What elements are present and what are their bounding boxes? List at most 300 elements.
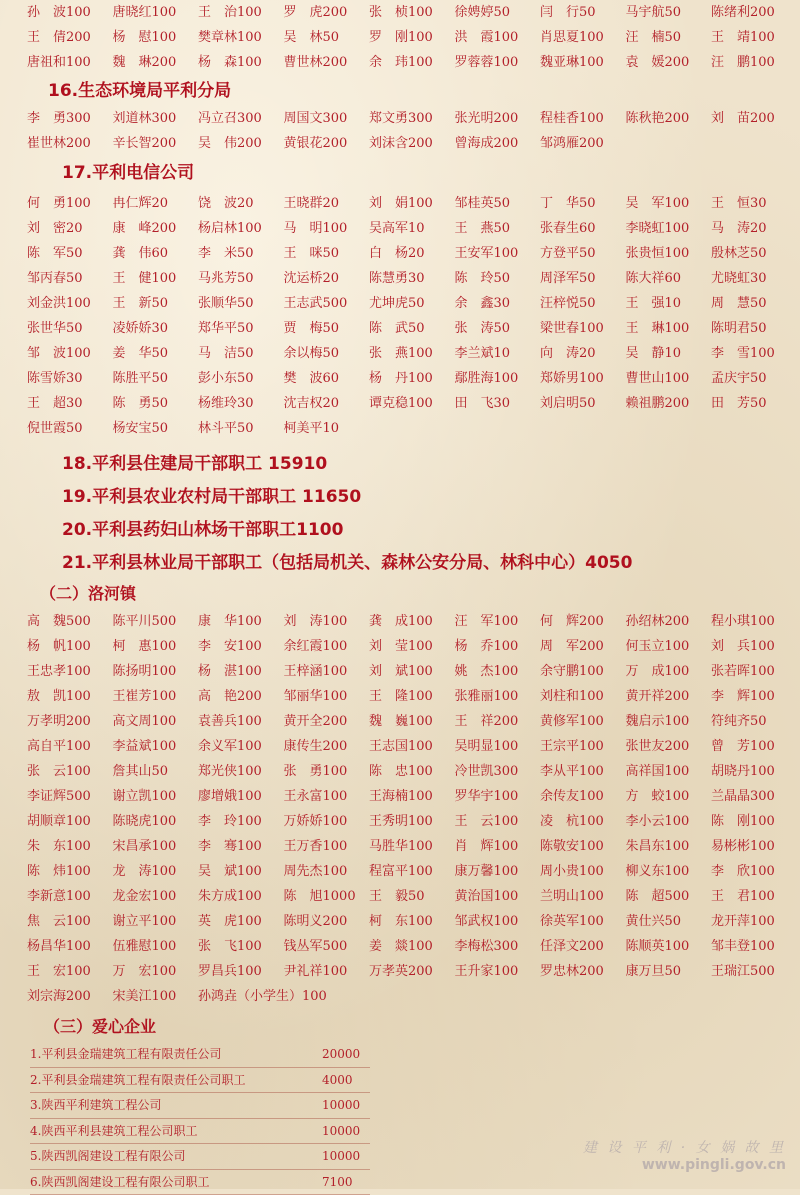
donor-entry: 辛长智200 [113,131,199,156]
donor-entry: 沈吉权20 [284,391,370,416]
name-row [27,759,800,784]
donor-entry: 万娇娇100 [284,809,370,834]
donor-entry: 方 蛟100 [626,784,712,809]
donor-entry: 张 桢100 [369,0,455,25]
donor-entry: 龙 涛100 [113,859,199,884]
donor-entry: 康 峰200 [113,216,199,241]
donor-entry: 周泽军50 [540,266,626,291]
donor-entry: 谢立凯100 [113,784,199,809]
donor-entry: 万孝英200 [369,959,455,984]
enterprise-amount: 10000 [322,1149,360,1163]
donor-entry: 吴 静10 [626,341,712,366]
donor-entry: 邹丰登100 [711,934,797,959]
section-heading-19: 19.平利县农业农村局干部职工 11650 [62,482,800,512]
name-row [27,191,800,216]
donor-entry: 何 勇100 [27,191,113,216]
donor-entry: 崔世林200 [27,131,113,156]
donor-entry: 陈扬明100 [113,659,199,684]
enterprise-name: 1.平利县金瑞建筑工程有限责任公司 [30,1042,322,1067]
donor-entry: 白 杨20 [369,241,455,266]
name-row [27,50,800,75]
enterprise-name: 5.陕西凯阁建设工程有限公司 [30,1144,322,1169]
donor-entry: 兰晶晶300 [711,784,797,809]
donor-entry: 王 新50 [113,291,199,316]
donor-entry: 刘道林300 [113,106,199,131]
donor-entry: 陈绪利200 [711,0,797,25]
donor-entry: 王 云100 [455,809,541,834]
enterprise-name: 4.陕西平利县建筑工程公司职工 [30,1119,322,1144]
donor-entry: 郑华平50 [198,316,284,341]
donor-entry: 龚 成100 [369,609,455,634]
donor-entry: 陈秋艳200 [626,106,712,131]
donor-entry: 赖祖鹏200 [626,391,712,416]
donor-entry: 殷林芝50 [711,241,797,266]
donor-entry: 王 超30 [27,391,113,416]
donor-entry: 王 健100 [113,266,199,291]
donor-entry: 郑光侠100 [198,759,284,784]
donor-entry: 鄢胜海100 [455,366,541,391]
donor-entry: 樊 波60 [284,366,370,391]
donor-entry: 万 成100 [626,659,712,684]
donor-entry: 杨安宝50 [113,416,199,441]
donor-entry: 伍雅慰100 [113,934,199,959]
section-heading-21: 21.平利县林业局干部职工（包括局机关、森林公安分局、林科中心）4050 [62,548,800,578]
donor-entry: 杨 湛100 [198,659,284,684]
enterprise-amount: 20000 [322,1047,360,1061]
donor-entry: 王 倩200 [27,25,113,50]
section-heading-17: 17.平利电信公司 [62,158,800,188]
donor-entry: 曹世山100 [626,366,712,391]
donor-entry: 姜 燚100 [369,934,455,959]
name-row [27,416,800,441]
enterprise-amount: 7100 [322,1175,353,1189]
donor-entry: 尤坤虎50 [369,291,455,316]
donor-entry: 姚 杰100 [455,659,541,684]
donor-entry: 汪 军100 [455,609,541,634]
donor-entry: 王 强10 [626,291,712,316]
donor-entry: 李梅松300 [455,934,541,959]
donor-entry: 王安军100 [455,241,541,266]
donor-entry: 张顺华50 [198,291,284,316]
donor-entry: 贾 梅50 [284,316,370,341]
donor-entry: 唐晓红100 [113,0,199,25]
donor-entry: 刘金洪100 [27,291,113,316]
name-row [27,959,800,984]
donor-entry: 谢立平100 [113,909,199,934]
donor-entry: 王晓群20 [284,191,370,216]
donor-entry: 向 涛20 [540,341,626,366]
donor-entry: 陈 军50 [27,241,113,266]
donor-entry: 曹世林200 [284,50,370,75]
name-grid-section-17 [27,191,800,441]
enterprise-row [30,1068,370,1094]
name-row [27,809,800,834]
enterprise-amount: 4000 [322,1073,353,1087]
donor-entry: 樊章林100 [198,25,284,50]
donor-entry: 张世华50 [27,316,113,341]
donor-entry: 尤晓虹30 [711,266,797,291]
donor-entry: 王 宏100 [27,959,113,984]
donor-entry: 杨 帆100 [27,634,113,659]
donor-entry: 徐英军100 [540,909,626,934]
name-grid-continued [27,0,800,75]
donor-entry: 陈慧勇30 [369,266,455,291]
donor-entry: 周国文300 [284,106,370,131]
donor-entry: 余 玮100 [369,50,455,75]
donor-entry: 马兆芳50 [198,266,284,291]
donor-entry: 马胜华100 [369,834,455,859]
donor-entry: 周小贵100 [540,859,626,884]
donor-entry: 陈明义200 [284,909,370,934]
donor-entry: 魏 巍100 [369,709,455,734]
donor-entry: 周先杰100 [284,859,370,884]
donor-entry: 康传生200 [284,734,370,759]
donor-entry: 王 琳100 [626,316,712,341]
donor-entry: 邹丽华100 [284,684,370,709]
donor-entry: 李 安100 [198,634,284,659]
donor-entry: 高 艳200 [198,684,284,709]
donor-entry: 胡顺章100 [27,809,113,834]
donor-entry: 陈敬安100 [540,834,626,859]
donor-entry: 何玉立100 [626,634,712,659]
donor-entry: 罗蓉蓉100 [455,50,541,75]
donor-entry: 李 骞100 [198,834,284,859]
donor-entry: 王 隆100 [369,684,455,709]
donor-entry: 曾海成200 [455,131,541,156]
donor-entry: 余传友100 [540,784,626,809]
donor-entry: 万 宏100 [113,959,199,984]
name-row [27,709,800,734]
donor-entry: 李兰斌10 [455,341,541,366]
name-row [27,25,800,50]
name-row [27,391,800,416]
donor-entry: 王宗平100 [540,734,626,759]
name-row [27,734,800,759]
donor-entry: 刘沫含200 [369,131,455,156]
donor-entry: 方登平50 [540,241,626,266]
name-row [27,859,800,884]
donor-entry: 冉仁辉20 [113,191,199,216]
donor-entry: 刘宗海200 [27,984,113,1009]
enterprise-amount: 10000 [322,1098,360,1112]
donor-entry: 黄修军100 [540,709,626,734]
donor-entry: 黄治国100 [455,884,541,909]
enterprise-row [30,1042,370,1068]
donor-entry: 杨 森100 [198,50,284,75]
donor-entry: 张春生60 [540,216,626,241]
donor-entry: 张光明200 [455,106,541,131]
donor-entry: 敖 凯100 [27,684,113,709]
watermark-slogan: 建 设 平 利 · 女 娲 故 里 [583,1137,786,1157]
donor-entry: 李新意100 [27,884,113,909]
donor-entry: 王万香100 [284,834,370,859]
donor-entry: 朱 东100 [27,834,113,859]
donor-entry: 焦 云100 [27,909,113,934]
donor-entry: 张 云100 [27,759,113,784]
donor-entry: 陈 超500 [626,884,712,909]
donor-entry: 易彬彬100 [711,834,797,859]
donor-entry: 王秀明100 [369,809,455,834]
donor-entry: 陈 旭1000 [284,884,370,909]
donor-entry: 罗忠林200 [540,959,626,984]
donor-entry: 刘 娟100 [369,191,455,216]
donor-entry: 冯立召300 [198,106,284,131]
donor-entry: 袁 媛200 [626,50,712,75]
donor-entry: 马 涛20 [711,216,797,241]
donor-entry: 李从平100 [540,759,626,784]
donor-entry: 吴 军100 [626,191,712,216]
donor-entry: 张雅丽100 [455,684,541,709]
donor-entry: 王崔芳100 [113,684,199,709]
donor-entry: 王 祥200 [455,709,541,734]
donor-entry: 詹其山50 [113,759,199,784]
donor-entry: 邹 波100 [27,341,113,366]
donor-entry: 陈 玲50 [455,266,541,291]
donor-entry: 邹丙春50 [27,266,113,291]
donor-entry: 张 勇100 [284,759,370,784]
donor-entry: 罗昌兵100 [198,959,284,984]
donor-entry: 高文周100 [113,709,199,734]
donor-entry: 杨昌华100 [27,934,113,959]
name-row [27,834,800,859]
donor-entry: 姜 华50 [113,341,199,366]
name-row [27,341,800,366]
donor-entry: 柳义东100 [626,859,712,884]
donor-entry: 唐祖和100 [27,50,113,75]
donor-entry: 田 飞30 [455,391,541,416]
enterprise-row [30,1170,370,1195]
section-heading-16: 16.生态环境局平利分局 [48,76,800,106]
section-heading-20: 20.平利县药妇山林场干部职工1100 [62,515,800,545]
donor-entry: 陈胜平50 [113,366,199,391]
donor-entry: 吴明显100 [455,734,541,759]
name-row [27,216,800,241]
donor-entry: 张若晖100 [711,659,797,684]
donor-entry: 魏启示100 [626,709,712,734]
donor-entry: 王瑞江500 [711,959,797,984]
donor-entry: 彭小东50 [198,366,284,391]
donor-entry: 李晓虹100 [626,216,712,241]
donor-entry: 李 勇300 [27,106,113,131]
donor-entry: 王升家100 [455,959,541,984]
donor-entry: 张 涛50 [455,316,541,341]
name-row [27,884,800,909]
donor-entry: 徐娉婷50 [455,0,541,25]
donor-entry: 陈晓虎100 [113,809,199,834]
donor-entry: 王志武500 [284,291,370,316]
donor-entry: 罗 刚100 [369,25,455,50]
donor-entry: 刘 苗200 [711,106,797,131]
donor-entry: 杨维玲30 [198,391,284,416]
donor-entry: 刘 斌100 [369,659,455,684]
donor-entry: 龙金宏100 [113,884,199,909]
donor-entry: 马宇航50 [626,0,712,25]
donor-entry: 凌 杭100 [540,809,626,834]
name-row [27,634,800,659]
donor-entry: 王 恒30 [711,191,797,216]
enterprise-row [30,1119,370,1145]
name-row [27,909,800,934]
donor-entry: 胡晓丹100 [711,759,797,784]
donor-entry: 陈明君50 [711,316,797,341]
donor-entry: 王梓涵100 [284,659,370,684]
donor-entry: 李益斌100 [113,734,199,759]
donor-entry: 李 玲100 [198,809,284,834]
donor-entry: 高 魏500 [27,609,113,634]
donor-entry: 康 华100 [198,609,284,634]
donor-entry: 陈大祥60 [626,266,712,291]
donor-entry: 丁 华50 [540,191,626,216]
donor-entry: 肖思夏100 [540,25,626,50]
donor-entry: 罗华宇100 [455,784,541,809]
donor-entry: 李 雪100 [711,341,797,366]
donor-entry: 陈 刚100 [711,809,797,834]
donor-entry: 王海楠100 [369,784,455,809]
section-heading-18: 18.平利县住建局干部职工 15910 [62,449,800,479]
donor-entry: 李 欣100 [711,859,797,884]
donor-entry: 宋美江100 [113,984,199,1009]
donor-entry: 李小云100 [626,809,712,834]
donor-entry: 谭克稳100 [369,391,455,416]
donor-entry: 闫 行50 [540,0,626,25]
donor-entry: 汪 鹏100 [711,50,797,75]
donor-entry: 黄开全200 [284,709,370,734]
donor-entry: 余义军100 [198,734,284,759]
donor-entry: 余守鹏100 [540,659,626,684]
donor-entry: 李 米50 [198,241,284,266]
donor-entry: 龙开萍100 [711,909,797,934]
donor-entry: 孙 波100 [27,0,113,25]
donor-entry: 郑文勇300 [369,106,455,131]
donor-entry: 刘 莹100 [369,634,455,659]
name-grid-section-16 [27,106,800,156]
name-row [27,984,800,1009]
donor-entry: 吴 伟200 [198,131,284,156]
name-row [27,366,800,391]
donor-entry: 何 辉200 [540,609,626,634]
donor-entry: 杨 丹100 [369,366,455,391]
donor-entry: 余红霞100 [284,634,370,659]
donor-entry: 英 虎100 [198,909,284,934]
donor-entry: 李证辉500 [27,784,113,809]
donor-entry: 周 慧50 [711,291,797,316]
enterprise-name: 3.陕西平利建筑工程公司 [30,1093,322,1118]
enterprise-name: 2.平利县金瑞建筑工程有限责任公司职工 [30,1068,322,1093]
donor-entry: 饶 波20 [198,191,284,216]
donor-entry: 吴 斌100 [198,859,284,884]
donor-entry: 朱昌东100 [626,834,712,859]
donor-entry: 魏亚琳100 [540,50,626,75]
donor-entry: 曾 芳100 [711,734,797,759]
donor-entry: 程富平100 [369,859,455,884]
donor-entry: 张 燕100 [369,341,455,366]
donor-entry: 邹武权100 [455,909,541,934]
donor-entry: 吴高军10 [369,216,455,241]
donor-entry: 余 鑫30 [455,291,541,316]
donor-entry: 龚 伟60 [113,241,199,266]
donor-entry: 宋昌承100 [113,834,199,859]
donor-entry: 符纯齐50 [711,709,797,734]
donor-entry: 陈平川500 [113,609,199,634]
donor-entry: 王 咪50 [284,241,370,266]
donor-entry: 陈 勇50 [113,391,199,416]
donor-entry: 余以梅50 [284,341,370,366]
enterprise-row [30,1144,370,1170]
donor-entry: 马 洁50 [198,341,284,366]
donor-entry: 王 燕50 [455,216,541,241]
donor-entry: 张世友200 [626,734,712,759]
donor-entry: 孙绍林200 [626,609,712,634]
enterprise-amount: 10000 [322,1124,360,1138]
donor-entry: 邹鸿雁200 [540,131,626,156]
name-row [27,266,800,291]
donor-entry: 陈 武50 [369,316,455,341]
donor-entry: 汪梓悦50 [540,291,626,316]
name-row [27,0,800,25]
donor-entry: 廖增娥100 [198,784,284,809]
donor-entry: 张 飞100 [198,934,284,959]
donor-entry: 康万馨100 [455,859,541,884]
donor-entry: 杨 乔100 [455,634,541,659]
donor-entry: 邹桂英50 [455,191,541,216]
donor-entry: 黄仕兴50 [626,909,712,934]
donor-entry: 杨 慰100 [113,25,199,50]
donor-entry: 王永富100 [284,784,370,809]
donor-entry: 杨启林100 [198,216,284,241]
donor-entry: 倪世霞50 [27,416,113,441]
name-row [27,609,800,634]
donor-entry: 陈雪娇30 [27,366,113,391]
donor-entry: 李 辉100 [711,684,797,709]
name-row [27,684,800,709]
name-row [27,131,800,156]
donor-entry: 陈 忠100 [369,759,455,784]
donor-entry: 沈运桥20 [284,266,370,291]
donor-entry: 孙鸿垚（小学生）100 [198,984,327,1009]
donor-entry: 万孝明200 [27,709,113,734]
watermark-url: www.pingli.gov.cn [583,1157,786,1173]
donor-entry: 王忠孝100 [27,659,113,684]
name-row [27,241,800,266]
donor-entry: 郑娇男100 [540,366,626,391]
donor-entry: 程桂香100 [540,106,626,131]
donor-entry: 黄开祥200 [626,684,712,709]
donor-entry: 魏 琳200 [113,50,199,75]
donor-entry: 王 靖100 [711,25,797,50]
name-row [27,659,800,684]
donor-entry: 孟庆宇50 [711,366,797,391]
site-watermark [583,1137,786,1173]
name-row [27,934,800,959]
donor-entry: 任泽文200 [540,934,626,959]
donor-entry: 刘 涛100 [284,609,370,634]
donor-entry: 周 军200 [540,634,626,659]
donor-entry: 马 明100 [284,216,370,241]
name-row [27,784,800,809]
donor-entry: 康万旦50 [626,959,712,984]
donor-entry: 程小琪100 [711,609,797,634]
donor-entry: 陈顺英100 [626,934,712,959]
donor-entry: 黄银花200 [284,131,370,156]
donor-entry: 刘柱和100 [540,684,626,709]
donor-entry: 王 治100 [198,0,284,25]
donor-entry: 刘 兵100 [711,634,797,659]
name-row [27,291,800,316]
donor-entry: 田 芳50 [711,391,797,416]
name-row [27,316,800,341]
donor-entry: 柯 东100 [369,909,455,934]
donor-entry: 袁善兵100 [198,709,284,734]
